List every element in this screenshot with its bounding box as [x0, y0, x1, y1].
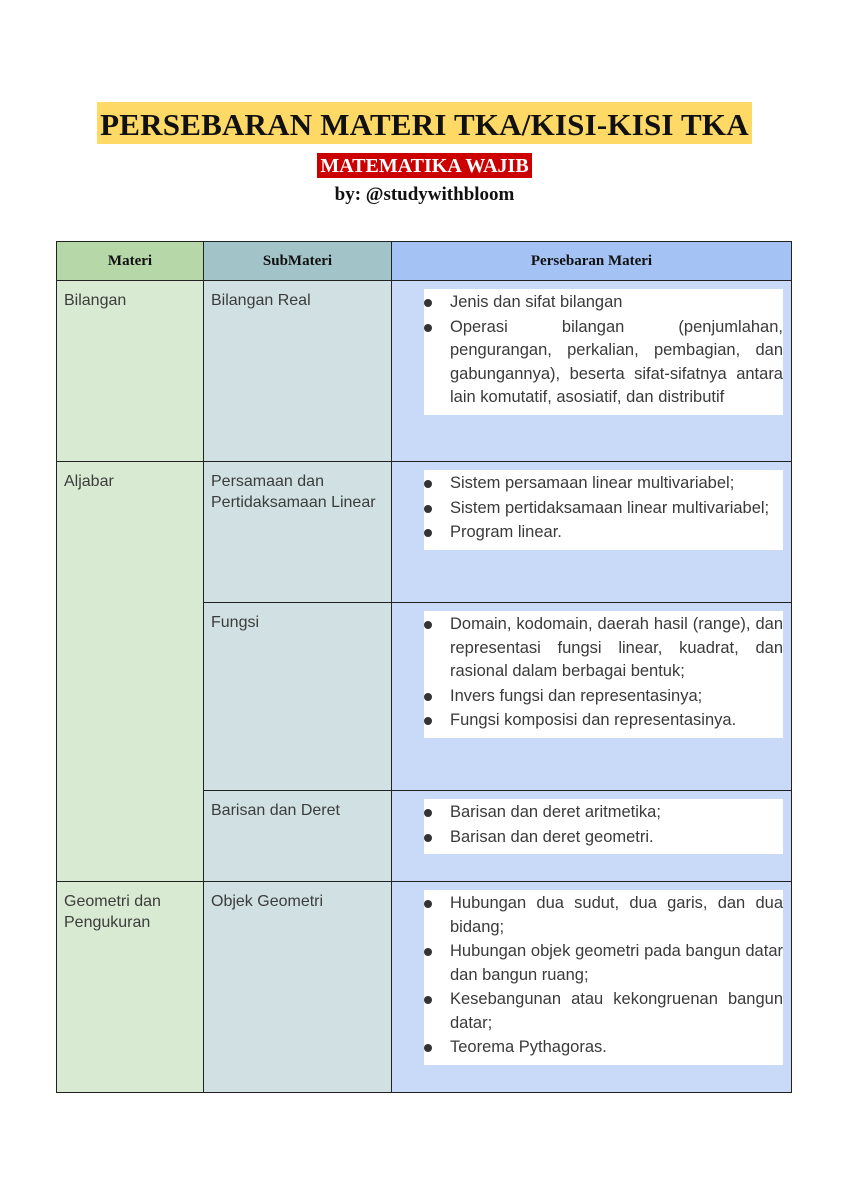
materi-table: [56, 241, 792, 1093]
submateri-persamaan-linear: Persamaan dan Pertidaksamaan Linear: [204, 462, 392, 603]
materi-geometri-pengukuran: Geometri dan Pengukuran: [57, 882, 204, 1092]
persebaran-fungsi: [392, 603, 791, 791]
bullet-list: [424, 892, 783, 1060]
persebaran-bilangan-real: [392, 281, 791, 462]
document-title: PERSEBARAN MATERI TKA/KISI-KISI TKA: [97, 102, 752, 144]
document-header: [0, 102, 849, 207]
submateri-objek-geometri: Objek Geometri: [204, 882, 392, 1092]
list-item: Jenis dan sifat bilangan: [424, 291, 783, 315]
list-item: Barisan dan deret aritmetika;: [424, 801, 783, 825]
persebaran-objek-geometri: [392, 882, 791, 1092]
list-item: Kesebangunan atau kekongruenan bangun datar;: [424, 988, 783, 1035]
list-item: Hubungan objek geometri pada bangun datar dan bangun ruang;: [424, 940, 783, 987]
list-item: Fungsi komposisi dan representasinya.: [424, 709, 783, 733]
submateri-fungsi: Fungsi: [204, 603, 392, 791]
bullet-list: [424, 472, 783, 545]
bullet-list: [424, 613, 783, 733]
persebaran-barisan-deret: [392, 791, 791, 882]
list-item: Sistem persamaan linear multivariabel;: [424, 472, 783, 496]
list-item: Domain, kodomain, daerah hasil (range), dan representasi fungsi linear, kuadrat, dan rasional dalam berbagai bentuk;: [424, 613, 783, 684]
list-item: Teorema Pythagoras.: [424, 1036, 783, 1060]
list-item: Barisan dan deret geometri.: [424, 826, 783, 850]
list-item: Hubungan dua sudut, dua garis, dan dua bidang;: [424, 892, 783, 939]
header-materi: Materi: [57, 242, 204, 281]
persebaran-list-box: [424, 890, 783, 1065]
document-subtitle: MATEMATIKA WAJIB: [317, 153, 531, 178]
persebaran-list-box: [424, 289, 783, 415]
materi-aljabar: Aljabar: [57, 462, 204, 882]
persebaran-list-box: [424, 611, 783, 738]
persebaran-list-box: [424, 470, 783, 550]
header-submateri: SubMateri: [204, 242, 392, 281]
list-item: Program linear.: [424, 521, 783, 545]
persebaran-list-box: [424, 799, 783, 854]
list-item: Operasi bilangan (penjumlahan, pengurangan, perkalian, pembagian, dan gabungannya), beserta sifat-sifatnya antara lain komutatif, asosiatif, dan distributif: [424, 316, 783, 410]
header-persebaran: Persebaran Materi: [392, 242, 791, 281]
submateri-bilangan-real: Bilangan Real: [204, 281, 392, 462]
bullet-list: [424, 291, 783, 410]
submateri-barisan-deret: Barisan dan Deret: [204, 791, 392, 882]
author-byline: by: @studywithbloom: [334, 184, 515, 205]
list-item: Sistem pertidaksamaan linear multivariabel;: [424, 497, 783, 521]
materi-bilangan: Bilangan: [57, 281, 204, 462]
bullet-list: [424, 801, 783, 849]
persebaran-persamaan-linear: [392, 462, 791, 603]
list-item: Invers fungsi dan representasinya;: [424, 685, 783, 709]
